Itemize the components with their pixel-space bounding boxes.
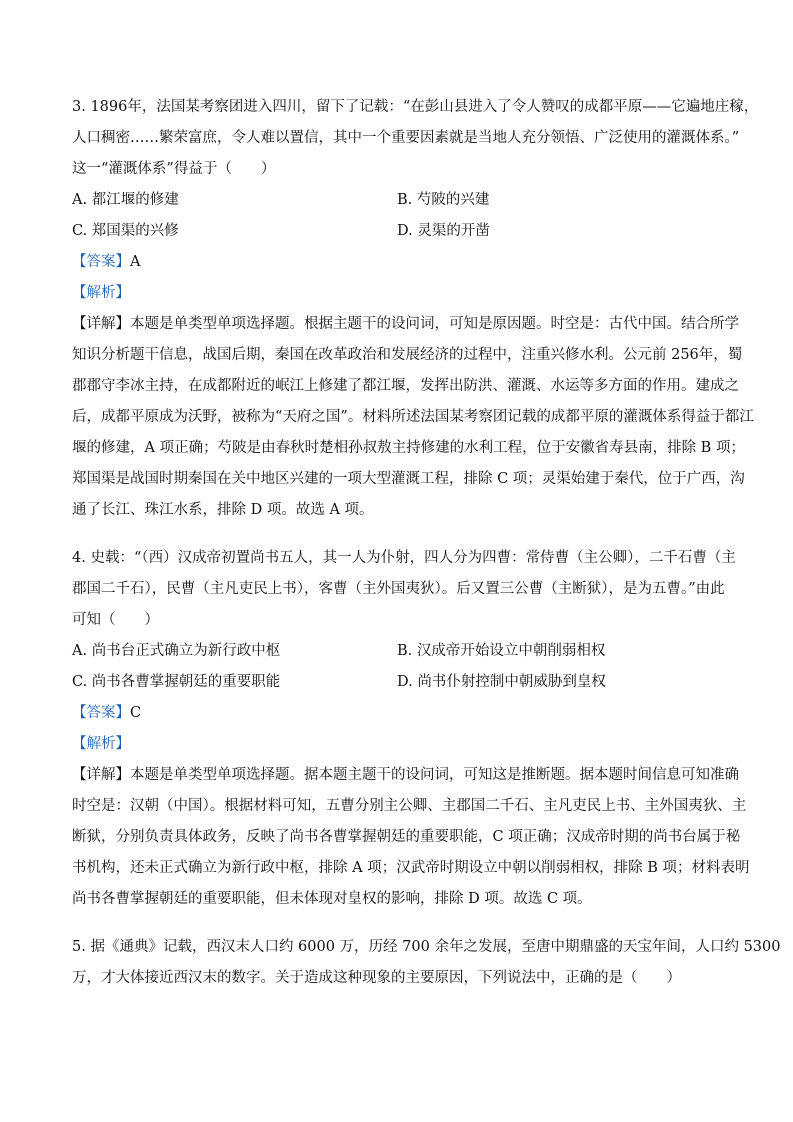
question-3-detail-line-4: 后，成都平原成为沃野，被称为“天府之国”。材料所述法国某考察团记载的成都平原的灌溉体系得益于都江 — [72, 409, 754, 425]
question-4-option-a: A. 尚书台正式确立为新行政中枢 — [72, 643, 281, 659]
answer-value: A — [130, 254, 141, 270]
question-4-analysis — [72, 729, 727, 760]
question-3-detail-line-1: 【详解】本题是单类型单项选择题。根据主题干的设问词，可知是原因题。时空是：古代中国。结合所学 — [72, 316, 739, 332]
question-3-detail-line-6: 郑国渠是战国时期秦国在关中地区兴建的一项大型灌溉工程，排除 C 项；灵渠始建于秦代，位于广西，沟 — [72, 471, 745, 487]
analysis-label: 【解析】 — [72, 285, 130, 301]
question-4-detail-line-2: 时空是：汉朝（中国）。根据材料可知，五曹分别主公卿、主郡国二千石、主凡吏民上书、主外国夷狄、主 — [72, 798, 747, 814]
question-3-analysis — [72, 278, 727, 309]
question-4-stem-line-3: 可知（ ） — [72, 612, 159, 628]
question-4-options-row-2 — [72, 667, 727, 698]
question-3-detail-line-2: 知识分析题干信息，战国后期，秦国在改革政治和发展经济的过程中，注重兴修水利。公元前 256年，蜀 — [72, 347, 743, 363]
question-4-detail-line-3: 断狱，分别负责具体政务，反映了尚书各曹掌握朝廷的重要职能，C 项正确；汉成帝时期的尚书台属于秘 — [72, 829, 741, 845]
question-4-detail-line-1: 【详解】本题是单类型单项选择题。据本题主题干的设问词，可知这是推断题。据本题时间信息可知准确 — [72, 767, 739, 783]
question-3 — [72, 92, 759, 526]
analysis-label: 【解析】 — [72, 736, 130, 752]
question-3-option-c: C. 郑国渠的兴修 — [72, 223, 179, 239]
question-5-stem-line-1: 5. 据《通典》记载，西汉末人口约 6000 万，历经 700 余年之发展，至唐中期鼎盛的天宝年间，人口约 5300 — [72, 939, 781, 955]
question-4-option-c: C. 尚书各曹掌握朝廷的重要职能 — [72, 674, 281, 690]
answer-label: 【答案】 — [72, 705, 130, 721]
question-4-stem-line-2: 郡国二千石），民曹（主凡吏民上书），客曹（主外国夷狄）。后又置三公曹（主断狱），是为五曹。”由此 — [72, 581, 725, 597]
question-4-option-d: D. 尚书仆射控制中朝威胁到皇权 — [397, 674, 606, 690]
question-3-options-row-1 — [72, 185, 727, 216]
question-5-stem-line-2: 万，才大体接近西汉末的数字。关于造成这种现象的主要原因，下列说法中，正确的是（ ） — [72, 970, 681, 986]
question-3-stem-line-3: 这一“灌溉体系”得益于（ ） — [72, 161, 276, 177]
question-4-option-b: B. 汉成帝开始设立中朝削弱相权 — [397, 643, 606, 659]
question-4-answer — [72, 698, 727, 729]
question-spacer — [72, 526, 727, 543]
question-3-options-row-2 — [72, 216, 727, 247]
question-3-option-a: A. 都江堰的修建 — [72, 192, 179, 208]
question-4 — [72, 543, 750, 915]
question-3-option-d: D. 灵渠的开凿 — [397, 223, 490, 239]
question-3-detail-line-5: 堰的修建，A 项正确；芍陂是由春秋时楚相孙叔敖主持修建的水利工程，位于安徽省寿县南，排除 B 项； — [72, 440, 745, 456]
question-5 — [72, 932, 781, 994]
answer-value: C — [130, 705, 142, 721]
question-3-answer — [72, 247, 727, 278]
document-page — [72, 92, 781, 994]
answer-label: 【答案】 — [72, 254, 130, 270]
question-3-option-b: B. 芍陂的兴建 — [397, 192, 490, 208]
question-3-stem-line-2: 人口稠密……繁荣富庶，令人难以置信，其中一个重要因素就是当地人充分领悟、广泛使用的灌溉体系。” — [72, 130, 740, 146]
question-4-detail-line-5: 尚书各曹掌握朝廷的重要职能，但未体现对皇权的影响，排除 D 项。故选 C 项。 — [72, 891, 592, 907]
question-3-stem-line-1: 3. 1896年，法国某考察团进入四川，留下了记载：“在彭山县进入了令人赞叹的成都平原——它遍地庄稼， — [72, 99, 759, 115]
question-4-stem-line-1: 4. 史载：“（西）汉成帝初置尚书五人，其一人为仆射，四人分为四曹：常侍曹（主公卿），二千石曹（主 — [72, 550, 736, 566]
question-spacer — [72, 915, 727, 932]
question-3-detail-line-7: 通了长江、珠江水系，排除 D 项。故选 A 项。 — [72, 502, 374, 518]
question-4-detail-line-4: 书机构，还未正式确立为新行政中枢，排除 A 项；汉武帝时期设立中朝以削弱相权，排除 B 项；材料表明 — [72, 860, 750, 876]
question-4-options-row-1 — [72, 636, 727, 667]
question-3-detail-line-3: 郡郡守李冰主持，在成都附近的岷江上修建了都江堰，发挥出防洪、灌溉、水运等多方面的作用。建成之 — [72, 378, 739, 394]
